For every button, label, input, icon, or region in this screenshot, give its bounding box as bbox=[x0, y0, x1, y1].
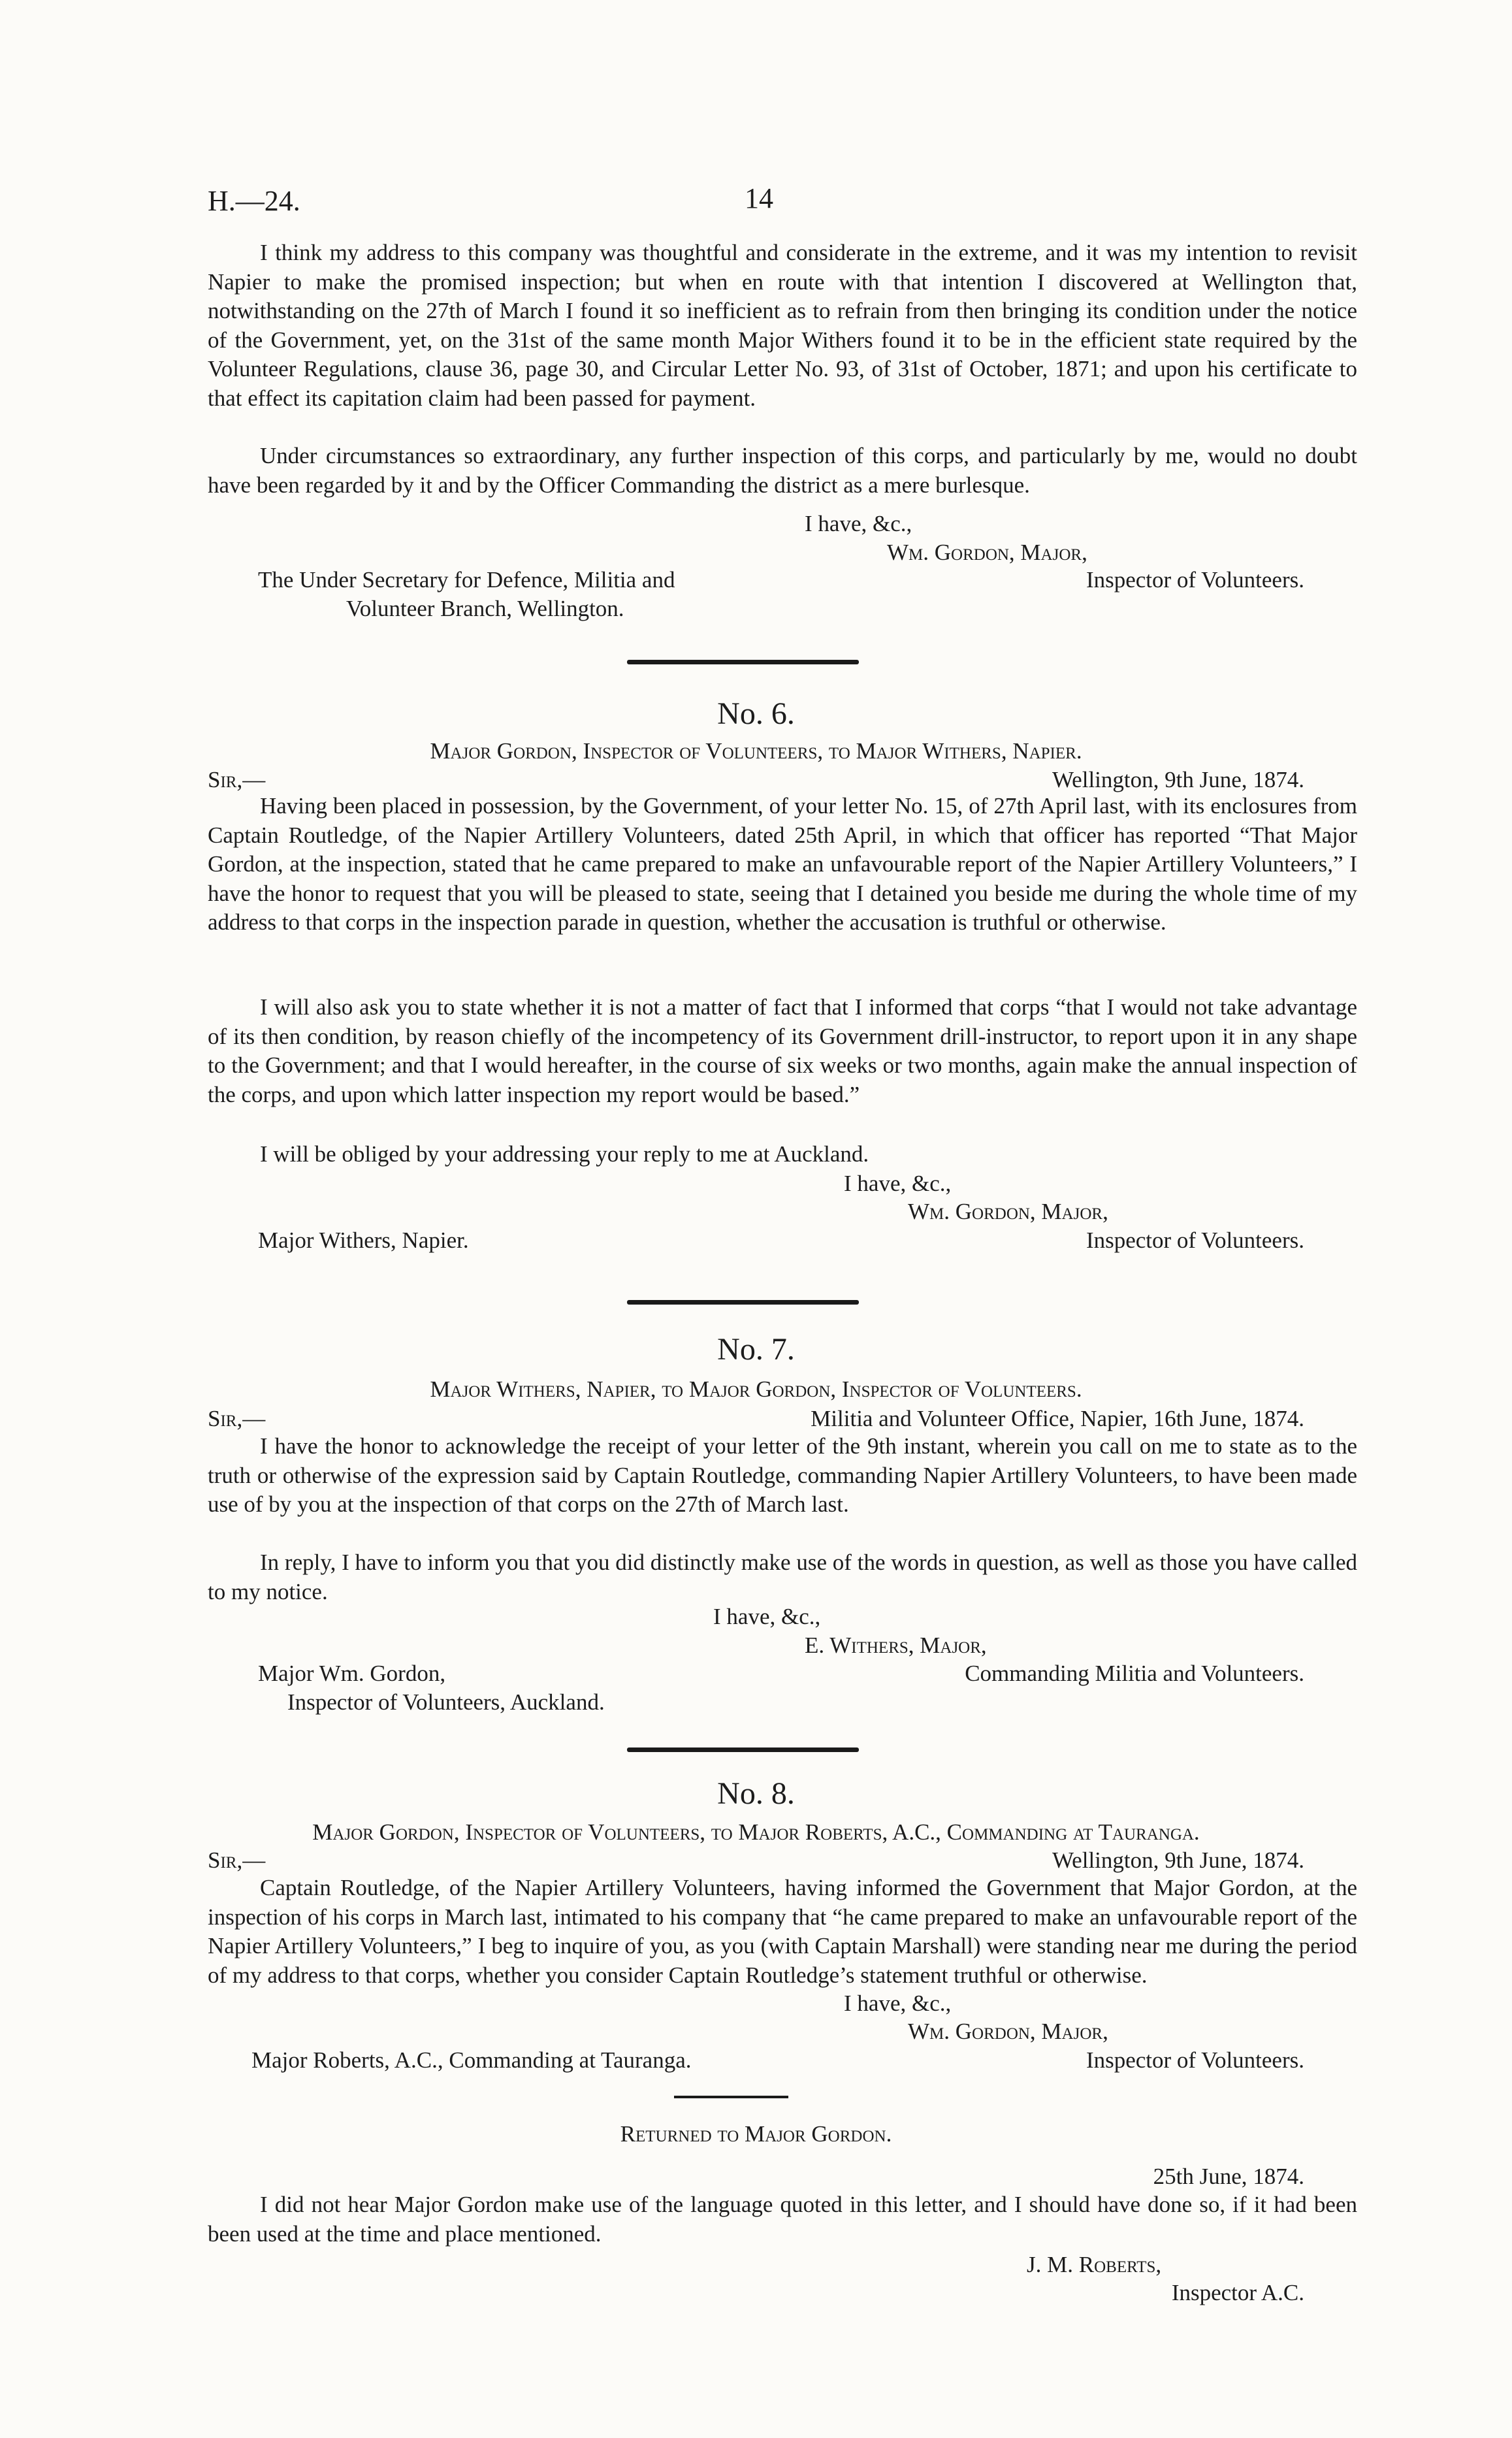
letter-7-signature-title: Commanding Militia and Volunteers. bbox=[965, 1661, 1304, 1686]
letter-8-addressee: Major Roberts, A.C., Commanding at Tauranga. bbox=[251, 2047, 692, 2073]
reply-signature-title: Inspector A.C. bbox=[1171, 2280, 1304, 2305]
letter-6-paragraph-2: I will also ask you to state whether it is not a matter of fact that I informed that corps “that I would not take advantage of its then condition, by reason chiefly of the incompetency of its Government drill-instructor, to report upon it in any shape to the Government; and that I would hereafter, in the course of six weeks or two months, again make the annual inspection of the corps, and upon which latter inspection my report would be based.” bbox=[208, 994, 1357, 1107]
letter-7-signature: E. Withers, Major, bbox=[805, 1633, 987, 1658]
place-date-8: Wellington, 9th June, 1874. bbox=[1052, 1847, 1304, 1873]
section-divider bbox=[627, 1747, 859, 1752]
returned-note: Returned to Major Gordon. bbox=[620, 2121, 892, 2147]
letter-8-paragraph-1: Captain Routledge, of the Napier Artillery Volunteers, having informed the Government that Major Gordon, at the inspection of his corps in March last, intimated to his company that “he came prepared to make an unfavourable report of the Napier Artillery Volunteers,” I beg to inquire of you, as you (with Captain Marshall) were standing near me during the period of my address to that corps, whether you consider Captain Routledge’s statement truthful or otherwise. bbox=[208, 1875, 1357, 1988]
salutation-6: Sir,— bbox=[208, 767, 266, 792]
reply-date: 25th June, 1874. bbox=[1153, 2164, 1304, 2189]
document-reference: H.—24. bbox=[208, 185, 300, 217]
section-divider bbox=[627, 1300, 859, 1305]
letter-number-6: No. 6. bbox=[717, 696, 795, 731]
cont-signature-title: Inspector of Volunteers. bbox=[1086, 567, 1304, 593]
letter-title-8: Major Gordon, Inspector of Volunteers, to Major Roberts, A.C., Commanding at Tauranga. bbox=[312, 1819, 1200, 1845]
letter-6-signature-title: Inspector of Volunteers. bbox=[1086, 1227, 1304, 1253]
salutation-7: Sir,— bbox=[208, 1406, 266, 1431]
cont-closing: I have, &c., bbox=[805, 511, 912, 536]
letter-7-addressee-1: Major Wm. Gordon, bbox=[258, 1661, 446, 1686]
letter-number-8: No. 8. bbox=[717, 1776, 795, 1811]
letter-title-7: Major Withers, Napier, to Major Gordon, Inspector of Volunteers. bbox=[430, 1376, 1082, 1402]
letter-6-closing: I have, &c., bbox=[844, 1171, 952, 1196]
cont-addressee-1: The Under Secretary for Defence, Militia and bbox=[258, 567, 675, 593]
letter-title-6: Major Gordon, Inspector of Volunteers, to Major Withers, Napier. bbox=[430, 738, 1082, 764]
place-date-7: Militia and Volunteer Office, Napier, 16th June, 1874. bbox=[811, 1406, 1304, 1431]
letter-6-paragraph-3: I will be obliged by your addressing your reply to me at Auckland. bbox=[260, 1141, 869, 1167]
letter-6-paragraph-1: Having been placed in possession, by the Government, of your letter No. 15, of 27th April last, with its enclosures from Captain Routledge, of the Napier Artillery Volunteers, dated 25th April, in which that officer has reported “That Major Gordon, at the inspection, stated that he came prepared to make an unfavourable report of the Napier Artillery Volunteers,” I have the honor to request that you will be pleased to state, seeing that I detained you beside me during the whole time of my address to that corps in the inspection parade in question, whether the accusation is truthful or otherwise. bbox=[208, 793, 1357, 935]
salutation-8: Sir,— bbox=[208, 1847, 266, 1873]
reply-signature: J. M. Roberts, bbox=[1027, 2252, 1162, 2277]
cont-paragraph-1: I think my address to this company was thoughtful and considerate in the extreme, and it was my intention to revisit Napier to make the promised inspection; but when en route with that intention I discovered at Wellington that, notwithstanding on the 27th of March I found it so inefficient as to refrain from then bringing its condition under the notice of the Government, yet, on the 31st of the same month Major Withers found it to be in the efficient state required by the Volunteer Regulations, clause 36, page 30, and Circular Letter No. 93, of 31st of October, 1871; and upon his certificate to that effect its capitation claim had been passed for payment. bbox=[208, 240, 1357, 411]
cont-signature: Wm. Gordon, Major, bbox=[887, 540, 1087, 565]
cont-addressee-2: Volunteer Branch, Wellington. bbox=[346, 596, 624, 621]
page-number: 14 bbox=[745, 182, 773, 214]
letter-7-paragraph-1: I have the honor to acknowledge the receipt of your letter of the 9th instant, wherein you call on me to state as to the truth or otherwise of the expression said by Captain Routledge, commanding Napier Artillery Volunteers, to have been made use of by you at the inspection of that corps on the 27th of March last. bbox=[208, 1433, 1357, 1517]
section-divider bbox=[627, 660, 859, 664]
cont-paragraph-2: Under circumstances so extraordinary, any further inspection of this corps, and particularly by me, would no doubt have been regarded by it and by the Officer Commanding the district as a mere burlesque. bbox=[208, 443, 1357, 498]
letter-6-addressee: Major Withers, Napier. bbox=[258, 1227, 469, 1253]
letter-8-signature: Wm. Gordon, Major, bbox=[908, 2019, 1108, 2044]
letter-8-signature-title: Inspector of Volunteers. bbox=[1086, 2047, 1304, 2073]
letter-7-addressee-2: Inspector of Volunteers, Auckland. bbox=[287, 1689, 605, 1715]
letter-8-closing: I have, &c., bbox=[844, 1991, 952, 2016]
letter-7-paragraph-2: In reply, I have to inform you that you did distinctly make use of the words in question, as well as those you have called to my notice. bbox=[208, 1550, 1357, 1604]
place-date-6: Wellington, 9th June, 1874. bbox=[1052, 767, 1304, 792]
letter-7-closing: I have, &c., bbox=[713, 1604, 821, 1629]
letter-6-signature: Wm. Gordon, Major, bbox=[908, 1199, 1108, 1224]
short-divider bbox=[674, 2096, 788, 2098]
reply-paragraph: I did not hear Major Gordon make use of the language quoted in this letter, and I should have done so, if it had been been used at the time and place mentioned. bbox=[208, 2192, 1357, 2247]
letter-number-7: No. 7. bbox=[717, 1332, 795, 1367]
